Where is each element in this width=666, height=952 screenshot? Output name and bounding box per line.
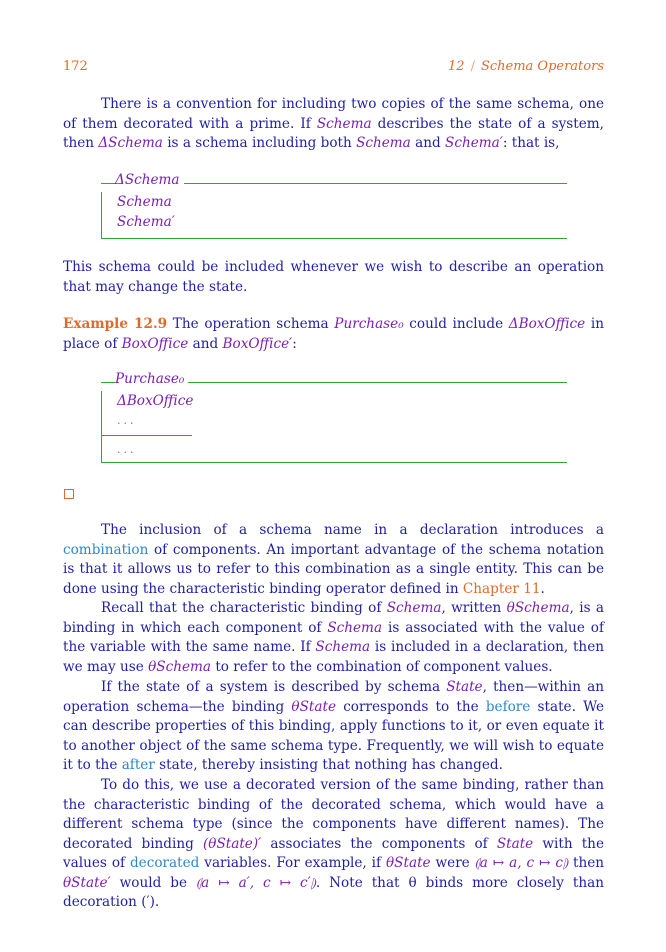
schema-line: Schema	[117, 194, 172, 210]
chapter-11-link[interactable]: Chapter 11	[462, 580, 541, 597]
schema-divider	[102, 435, 192, 436]
schema-line: ΔBoxOffice	[117, 393, 194, 409]
after-link[interactable]: after	[121, 757, 155, 773]
running-header	[448, 59, 604, 74]
paragraph-state: If the state of a system is described by schema State, then—within an operation schema—the binding θState corresponds to the before state. We can describe properties of this binding, apply functions to it, or even equate it to another object of the same schema type. Frequently, we will wish to equate it to the after state, thereby insisting that nothing has changed.	[63, 679, 605, 773]
end-of-example-icon	[64, 489, 74, 499]
paragraph-include: This schema could be included whenever we wish to describe an operation that may change the state.	[63, 259, 604, 295]
paragraph-recall: Recall that the characteristic binding of Schema, written θSchema, is a binding in which each component of Schema is associated with the value of the variable with the same name. If Schema is included in a declaration, then we may use θSchema to refer to the combination of component values.	[63, 600, 604, 675]
header-separator: /	[470, 59, 475, 74]
chapter-title: Schema Operators	[480, 59, 604, 74]
before-link[interactable]: before	[485, 698, 531, 715]
example-12-9: Example 12.9 The operation schema Purchase₀ could include ΔBoxOffice in place of BoxOffice and BoxOffice′:	[63, 316, 604, 352]
schema-dots: ...	[117, 443, 137, 456]
schema-box-name: Purchase₀	[115, 371, 188, 387]
schema-box-name: ΔSchema	[115, 172, 184, 188]
schema-dots: ...	[117, 414, 137, 427]
paragraph-convention: There is a convention for including two copies of the same schema, one of them decorated with a prime. If Schema describes the state of a system, then ΔSchema is a schema including both Schema and Schema′: that is,	[63, 96, 604, 151]
chapter-number: 12	[448, 59, 465, 74]
page-number: 172	[63, 59, 88, 74]
purchase-schema-box	[101, 371, 567, 463]
decorated-link[interactable]: decorated	[129, 855, 200, 871]
combination-link[interactable]: combination	[63, 541, 149, 558]
paragraph-inclusion: The inclusion of a schema name in a declaration introduces a combination of components. An important advantage of the schema notation is that it allows us to refer to this combination as a single entity. This can be done using the characteristic binding operator defined in Chapter 11.	[63, 522, 604, 597]
delta-schema-box	[101, 172, 567, 239]
paragraph-decorated: To do this, we use a decorated version of the same binding, rather than the characteristic binding of the decorated schema, which would have a different schema type (since the components have different names). The decorated binding (θState)′ associates the components of State with the values of decorated variables. For example, if θState were ⦇a ↦ a, c ↦ c⦈ then θState′ would be ⦇a ↦ a′, c ↦ c′⦈. Note that θ binds more closely than decoration (′).	[63, 777, 605, 910]
schema-line: Schema′	[117, 214, 175, 230]
